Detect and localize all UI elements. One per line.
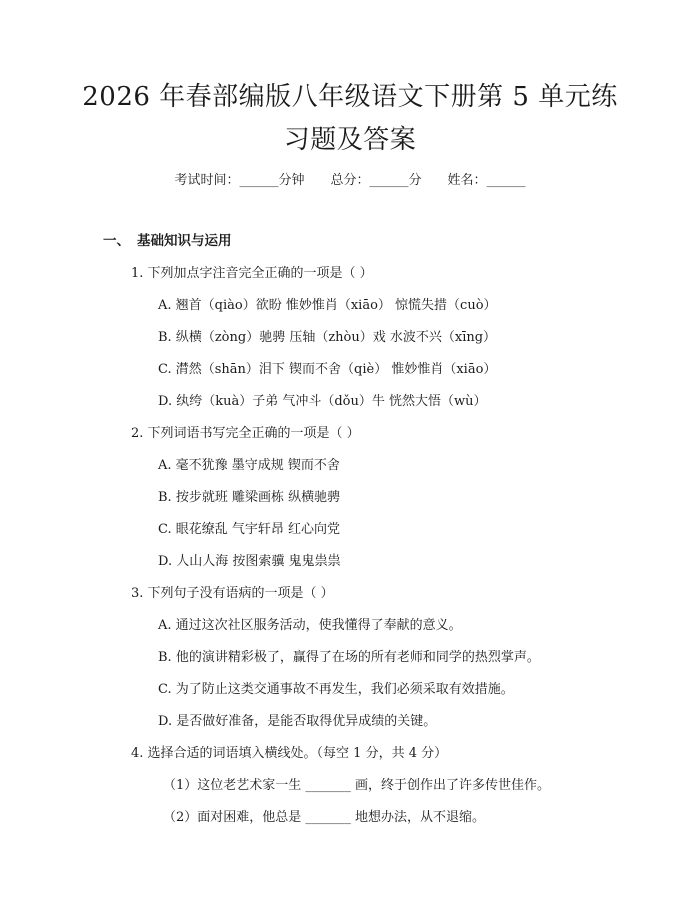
exam-meta bbox=[0, 169, 700, 188]
document-title bbox=[60, 76, 640, 162]
question-4-blank-1: （1）这位老艺术家一生 _______ 画，终于创作出了许多传世佳作。 bbox=[163, 778, 551, 793]
question-1-option-d: D. 纨绔（kuà）子弟 气冲斗（dǒu）牛 恍然大悟（wù） bbox=[158, 394, 487, 409]
question-2-option-d: D. 人山人海 按图索骥 鬼鬼祟祟 bbox=[158, 554, 341, 569]
question-2-option-b: B. 按步就班 雕梁画栋 纵横驰骋 bbox=[158, 490, 341, 505]
question-2-option-c: C. 眼花缭乱 气宇轩昂 红心向党 bbox=[158, 522, 341, 537]
exam-time-field: 考试时间：______分钟 bbox=[174, 173, 305, 188]
question-4: 4. 选择合适的词语填入横线处。（每空 1 分，共 4 分） bbox=[131, 746, 448, 761]
title-line-1: 2026 年春部编版八年级语文下册第 5 单元练 bbox=[82, 82, 618, 112]
question-2: 2. 下列词语书写完全正确的一项是（ ） bbox=[131, 426, 360, 441]
question-3-option-d: D. 是否做好准备，是能否取得优异成绩的关键。 bbox=[158, 714, 437, 729]
section-heading bbox=[103, 229, 232, 249]
question-3-option-c: C. 为了防止这类交通事故不再发生，我们必须采取有效措施。 bbox=[158, 682, 514, 697]
section-title: 基础知识与运用 bbox=[137, 233, 232, 249]
question-2-option-a: A. 毫不犹豫 墨守成规 锲而不舍 bbox=[158, 458, 340, 473]
question-3-option-a: A. 通过这次社区服务活动，使我懂得了奉献的意义。 bbox=[158, 618, 462, 633]
question-1: 1. 下列加点字注音完全正确的一项是（ ） bbox=[131, 266, 373, 281]
total-score-field: 总分：______分 bbox=[330, 173, 422, 188]
question-3-option-b: B. 他的演讲精彩极了，赢得了在场的所有老师和同学的热烈掌声。 bbox=[158, 650, 540, 665]
name-field: 姓名：______ bbox=[447, 173, 526, 188]
question-1-option-a: A. 翘首（qiào）欲盼 惟妙惟肖（xiāo） 惊慌失措（cuò） bbox=[158, 298, 497, 313]
section-number: 一、 bbox=[103, 233, 130, 249]
question-1-option-b: B. 纵横（zòng）驰骋 压轴（zhòu）戏 水波不兴（xīng） bbox=[158, 330, 497, 345]
title-line-2: 习题及答案 bbox=[283, 125, 417, 155]
question-1-option-c: C. 潸然（shān）泪下 锲而不舍（qiè） 惟妙惟肖（xiāo） bbox=[158, 362, 497, 377]
question-3: 3. 下列句子没有语病的一项是（ ） bbox=[131, 586, 334, 601]
question-4-blank-2: （2）面对困难，他总是 _______ 地想办法，从不退缩。 bbox=[163, 810, 486, 825]
